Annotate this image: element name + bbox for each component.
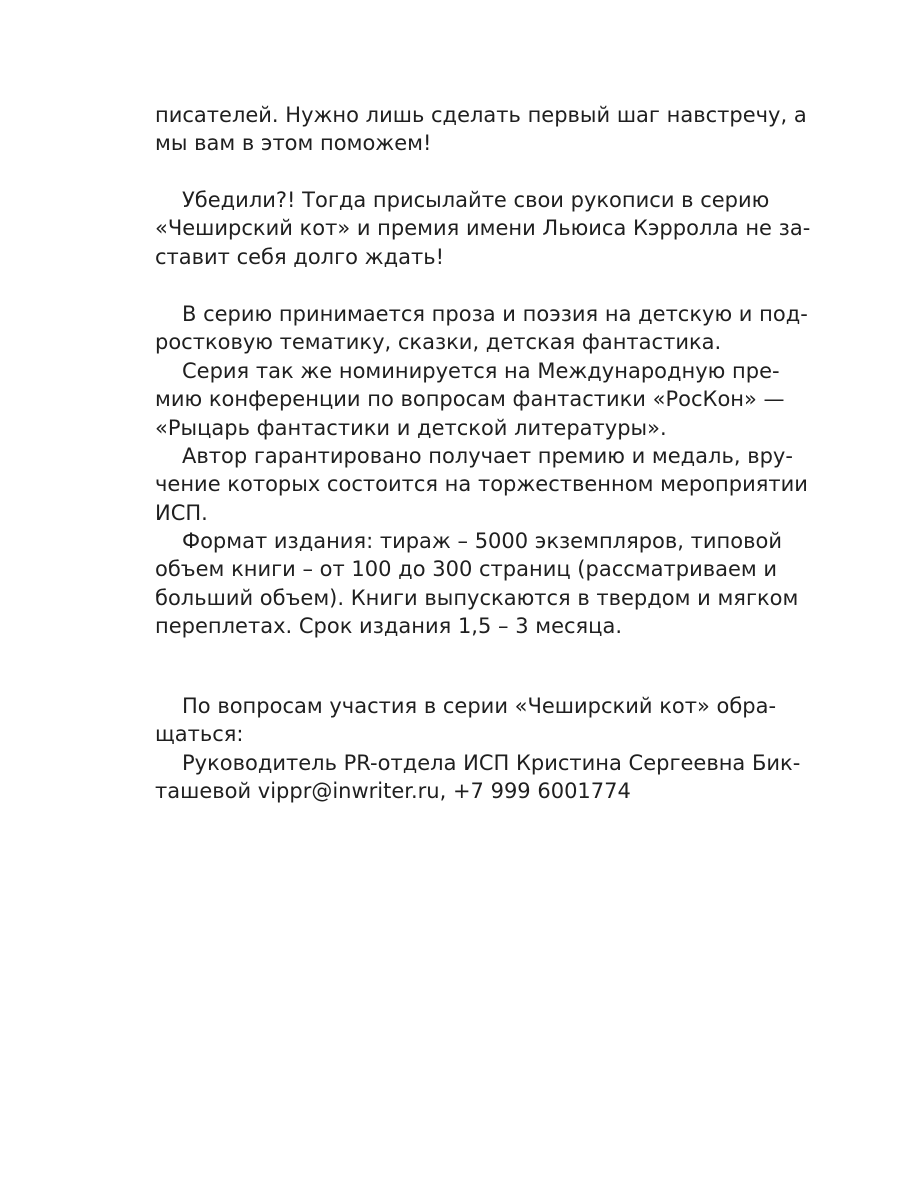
text-line: По вопросам участия в серии «Чеширский кот» обра- bbox=[182, 694, 777, 718]
text-line: Убедили?! Тогда присылайте свои рукописи в серию bbox=[182, 188, 770, 212]
paragraph-contact-details bbox=[155, 749, 801, 806]
text-line: ташевой vippr@inwriter.ru, +7 999 6001774 bbox=[155, 779, 631, 804]
paragraph-award bbox=[155, 442, 808, 527]
text-line: «Рыцарь фантастики и детской литературы». bbox=[155, 415, 667, 440]
paragraph-format bbox=[155, 527, 799, 641]
text-line: Руководитель PR-отдела ИСП Кристина Сергеевна Бик- bbox=[182, 751, 801, 775]
paragraph-contact-intro bbox=[155, 692, 777, 749]
text-line: В серию принимается проза и поэзия на детскую и под- bbox=[182, 302, 808, 326]
paragraph-convinced bbox=[155, 186, 811, 271]
text-line: «Чеширский кот» и премия имени Льюиса Кэрролла не за- bbox=[155, 216, 811, 241]
text-line: Автор гарантировано получает премию и медаль, вру- bbox=[182, 444, 793, 468]
text-line: ростковую тематику, сказки, детская фантастика. bbox=[155, 330, 722, 355]
text-line: чение которых состоится на торжественном мероприятии bbox=[155, 472, 808, 497]
text-line: Формат издания: тираж – 5000 экземпляров, типовой bbox=[182, 529, 782, 553]
text-line: ИСП. bbox=[155, 500, 208, 525]
text-line: мы вам в этом поможем! bbox=[155, 131, 432, 156]
text-line: переплетах. Срок издания 1,5 – 3 месяца. bbox=[155, 614, 623, 639]
paragraph-nomination bbox=[155, 357, 785, 442]
paragraph-continuation bbox=[155, 101, 807, 158]
text-line: ставит себя долго ждать! bbox=[155, 244, 444, 269]
text-line: щаться: bbox=[155, 722, 244, 747]
paragraph-accepted-genres bbox=[155, 300, 808, 357]
text-line: Серия так же номинируется на Международную пре- bbox=[182, 359, 780, 383]
text-line: мию конференции по вопросам фантастики «РосКон» — bbox=[155, 387, 785, 412]
text-line: писателей. Нужно лишь сделать первый шаг навстречу, а bbox=[155, 103, 807, 127]
text-line: объем книги – от 100 до 300 страниц (рассматриваем и bbox=[155, 557, 778, 582]
text-line: больший объем). Книги выпускаются в твердом и мягком bbox=[155, 585, 799, 610]
